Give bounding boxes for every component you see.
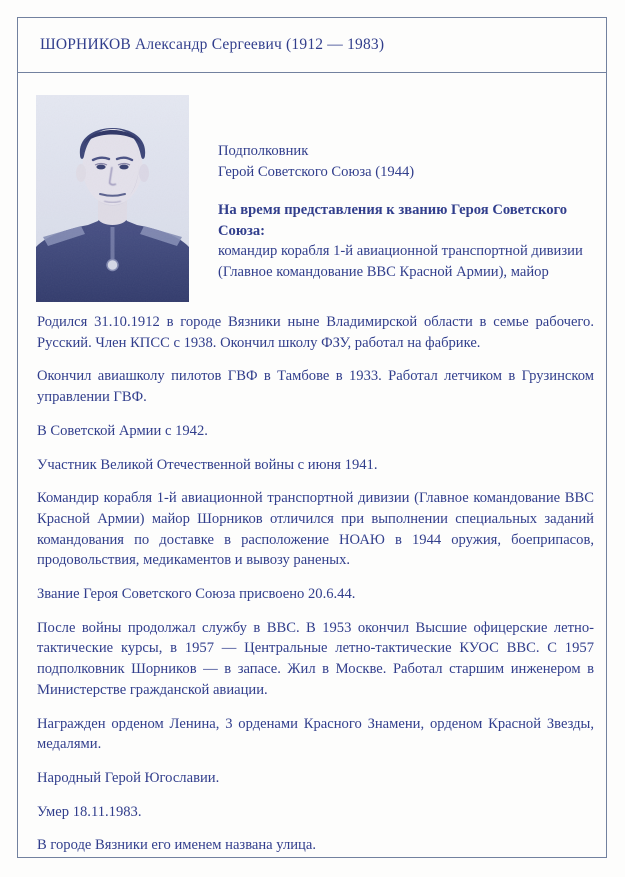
biography-paragraph: Родился 31.10.1912 в городе Вязники ныне Владимирской области в семье рабочего. Русский. Член КПСС с 1938. Окончил школу ФЗУ, работал на фабрике. [37,314,594,351]
award-position: командир корабля 1-й авиационной транспортной дивизии (Главное командование ВВС Красной Армии), майор [218,243,583,280]
biography-paragraph: В городе Вязники его именем названа улица. [37,837,316,854]
biography-paragraph: Окончил авиашколу пилотов ГВФ в Тамбове в 1933. Работал летчиком в Грузинском управлении ГВФ. [37,368,594,406]
award-heading: На время представления к званию Героя Советского Союза: [218,202,568,239]
biography-paragraph: Награжден орденом Ленина, 3 орденами Красного Знамени, орденом Красной Звезды, медалями. [37,715,594,753]
biography-paragraph: Командир корабля 1-й авиационной транспортной дивизии (Главное командование ВВС Красной Армии) майор Шорников отличился при выполнении специальных заданий командования по доставке в расположение НОАЮ в 1944 оружия, боеприпасов, продовольствия, медикаментов и вывозу раненых. [37,490,594,569]
portrait-photo [36,95,189,302]
biography-paragraph: После войны продолжал службу в ВВС. В 1953 окончил Высшие офицерские летно-тактические курсы, в 1957 — Центральные летно-тактические КУОС ВВС. С 1957 подполковник Шорников — в запасе. Жил в Москве. Работал старшим инженером в Министерстве гражданской авиации. [37,619,594,698]
rank-line: Подполковник [218,143,309,159]
biography-paragraph: Участник Великой Отечественной войны с июня 1941. [37,456,378,473]
profile-info [218,141,602,283]
biography-paragraph: Звание Героя Советского Союза присвоено 20.6.44. [37,586,356,603]
hero-title-line: Герой Советского Союза (1944) [218,163,415,180]
biography-paragraph: Умер 18.11.1983. [37,803,142,820]
biography-paragraph: Народный Герой Югославии. [37,769,220,786]
portrait-photo-drawing [36,95,189,302]
page-title: ШОРНИКОВ Александр Сергеевич (1912 — 1983) [40,35,385,53]
biography-paragraph: В Советской Армии с 1942. [37,422,208,439]
biography [37,312,594,856]
header-bar [17,17,607,73]
